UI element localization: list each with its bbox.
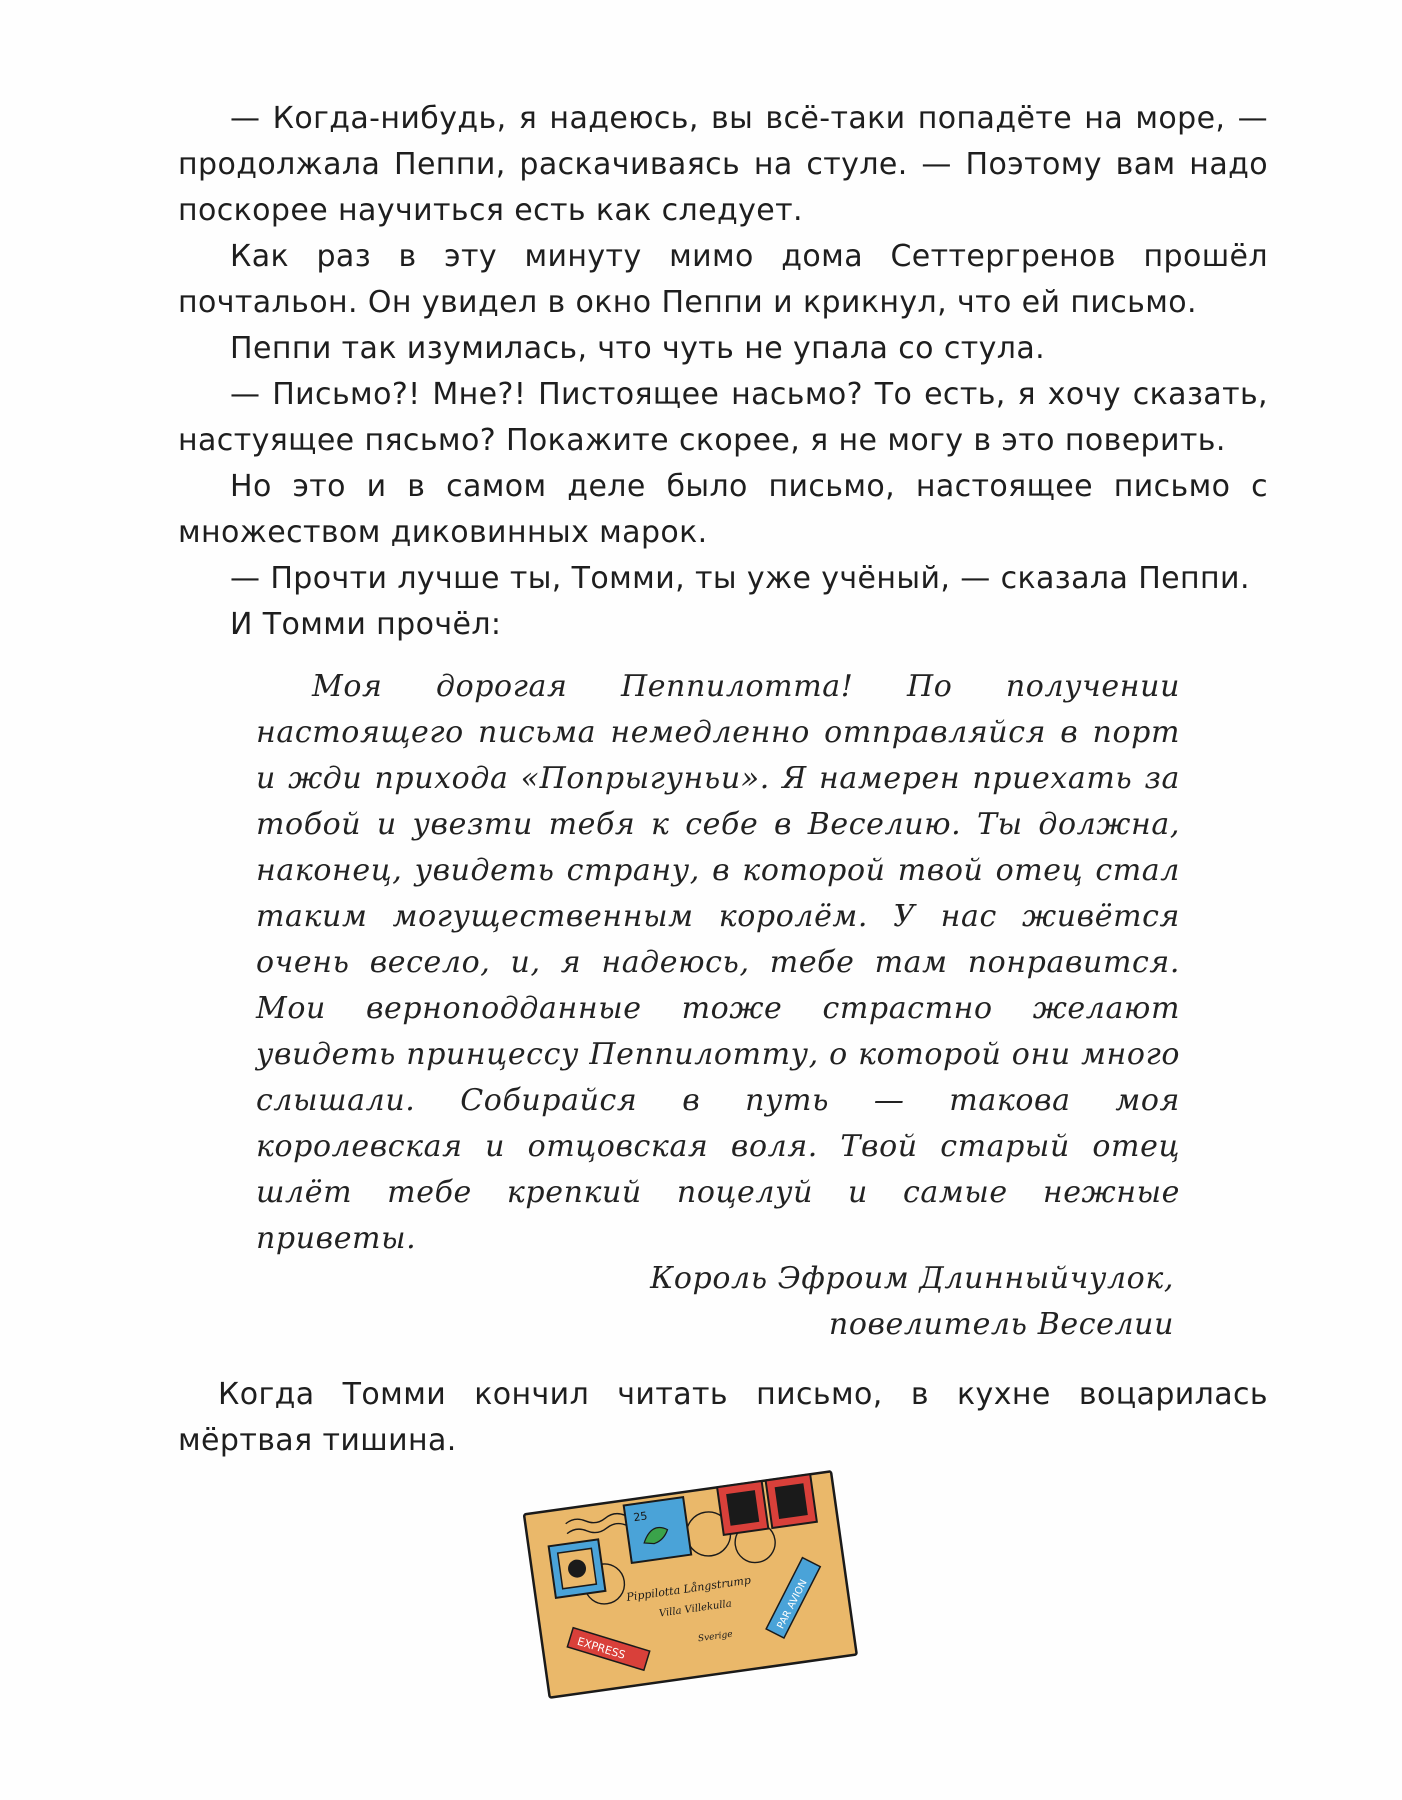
letter-signature — [650, 1256, 1174, 1348]
body-text — [178, 96, 1268, 648]
address-line: Pippilotta Långstrump — [625, 1573, 752, 1604]
letter-paragraph: Моя дорогая Пеппилотта! По получении настоящего письма немедленно отправляйся в порт и жди прихода «Попрыгуньи». Я намерен приехать за тобой и увезти тебя к себе в Веселию. Ты должна, наконец, увидеть страну, в которой твой отец стал таким могущественным королём. У нас живётся очень весело, и, я надеюсь, тебе там понравится. Мои верноподданные тоже страстно желают увидеть принцессу Пеппилотту, о которой они много слышали. Собирайся в путь — такова моя королевская и отцовская воля. Твой старый отец шлёт тебе крепкий поцелуй и самые нежные приветы. — [256, 669, 1180, 1256]
address-line: Villa Villekulla — [658, 1598, 733, 1620]
paragraph: — Письмо?! Мне?! Пистоящее насьмо? То есть, я хочу сказать, настуящее пясьмо? Покажите скорее, я не могу в это поверить. — [178, 377, 1268, 458]
letter-text — [256, 664, 1180, 1262]
par-avion-label-text: PAR AVION — [775, 1577, 810, 1631]
paragraph: Но это и в самом деле было письмо, настоящее письмо с множеством диковинных марок. — [178, 469, 1268, 550]
stamp-value: 25 — [632, 1509, 649, 1525]
paragraph: — Когда-нибудь, я надеюсь, вы всё-таки попадёте на море, — продолжала Пеппи, раскачиваясь на стуле. — Поэтому вам надо поскорее научиться есть как следует. — [178, 101, 1268, 228]
paragraph: Как раз в эту минуту мимо дома Сеттергренов прошёл почтальон. Он увидел в окно Пеппи и крикнул, что ей письмо. — [178, 239, 1268, 320]
paragraph: И Томми прочёл: — [230, 607, 502, 642]
express-label-text: EXPRESS — [575, 1634, 627, 1662]
paragraph: — Прочти лучше ты, Томми, ты уже учёный, — сказала Пеппи. — [230, 561, 1250, 596]
signature-name: Король Эфроим Длинныйчулок, — [650, 1261, 1174, 1296]
paragraph: Пеппи так изумилась, что чуть не упала со стула. — [230, 331, 1046, 366]
address-line: Sverige — [697, 1629, 734, 1645]
closing-text — [178, 1372, 1268, 1464]
signature-title: повелитель Веселии — [828, 1307, 1174, 1342]
envelope-illustration — [515, 1462, 865, 1702]
closing-paragraph: Когда Томми кончил читать письмо, в кухне воцарилась мёртвая тишина. — [178, 1377, 1268, 1458]
